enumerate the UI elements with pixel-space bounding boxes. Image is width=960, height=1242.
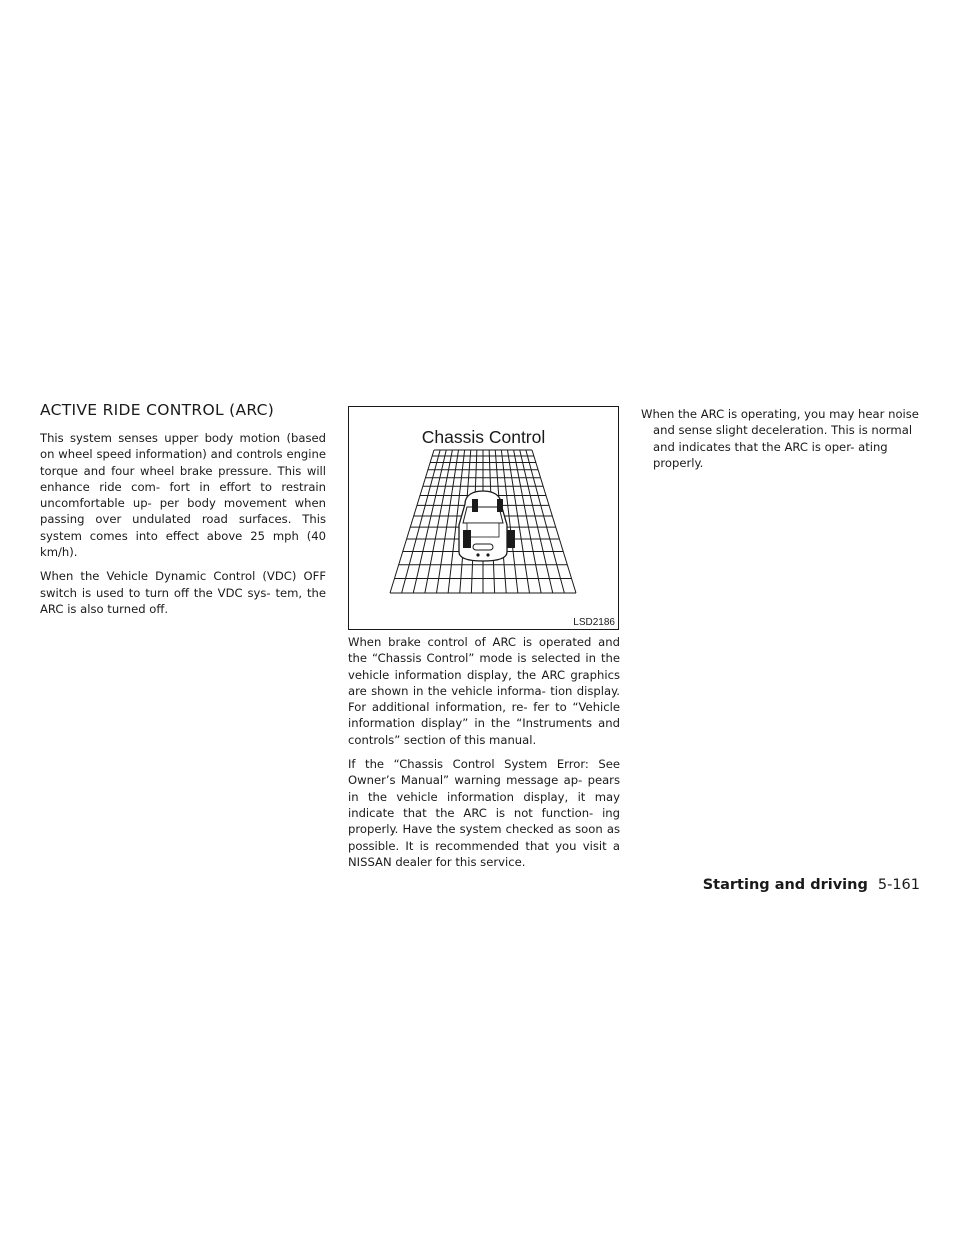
column-left bbox=[40, 430, 326, 625]
figure-title: Chassis Control bbox=[421, 427, 546, 447]
paragraph-operating-noise: When the ARC is operating, you may hear noise and sense slight deceleration. This is normal and indicates that the ARC is oper- ating properly. bbox=[641, 407, 919, 470]
page-footer bbox=[703, 877, 920, 893]
paragraph-system-description: This system senses upper body motion (based on wheel speed information) and controls engine torque and four wheel brake pressure. This will enhance ride com- fort in effort to restrain uncomfortable up- per body movement when passing over undulated road surfaces. This system comes into effect above 25 mph (40 km/h). bbox=[40, 431, 326, 560]
footer-section-name: Starting and driving bbox=[702, 877, 868, 893]
paragraph-brake-control: When brake control of ARC is operated and the “Chassis Control” mode is selected in the vehicle information display, the ARC graphics are shown in the vehicle informa- tion display. For additional information, re- fer to “Vehicle information display” in the “Instruments and controls” section of this manual. bbox=[348, 635, 620, 747]
chassis-control-figure bbox=[348, 406, 619, 630]
column-right bbox=[641, 406, 920, 479]
section-heading: ACTIVE RIDE CONTROL (ARC) bbox=[40, 401, 275, 419]
figure-code: LSD2186 bbox=[573, 617, 615, 628]
paragraph-vdc-off: When the Vehicle Dynamic Control (VDC) OFF switch is used to turn off the VDC sys- tem, the ARC is also turned off. bbox=[40, 569, 326, 616]
page-number: 5-161 bbox=[877, 877, 920, 893]
column-middle bbox=[348, 634, 620, 878]
paragraph-system-error: If the “Chassis Control System Error: See Owner’s Manual” warning message ap- pears in the vehicle information display, it may indicate that the ARC is not function- ing properly. Have the system checked as soon as possible. It is recommended that you visit a NISSAN dealer for this service. bbox=[348, 757, 620, 869]
